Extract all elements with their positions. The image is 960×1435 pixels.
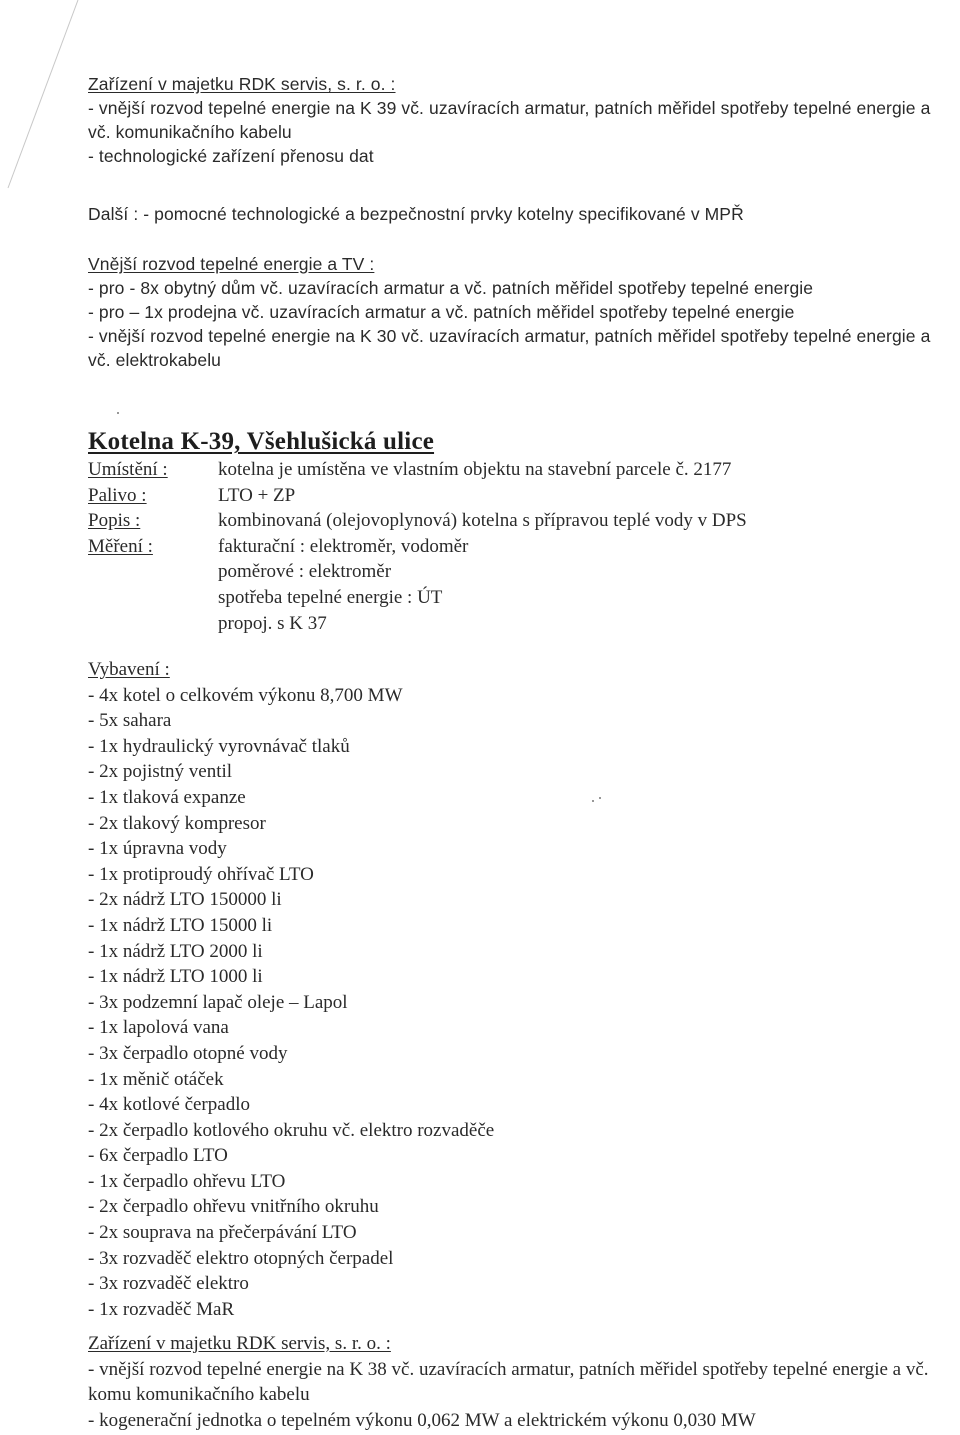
detail-label: Umístění : <box>88 459 168 480</box>
scan-speck <box>592 800 594 802</box>
detail-label: Palivo : <box>88 484 147 506</box>
boiler-details <box>88 457 747 636</box>
ownership-line: - vnější rozvod tepelné energie na K 39 vč. uzavíracích armatur, patních měřidel spotřeby tepelné energie a vč. komunikačního kabelu <box>88 98 931 142</box>
ownership-line: - technologické zařízení přenosu dat <box>88 146 374 166</box>
boiler-heading-wrap <box>88 428 434 456</box>
equipment-item: - 1x nádrž LTO 2000 li <box>88 940 263 962</box>
equipment-item: - 4x kotel o celkovém výkonu 8,700 MW <box>88 684 403 706</box>
scan-speck <box>117 412 119 414</box>
equipment-item: - 3x podzemní lapač oleje – Lapol <box>88 991 348 1013</box>
equipment-item: - 2x nádrž LTO 150000 li <box>88 889 282 911</box>
detail-row-palivo <box>88 483 747 509</box>
equipment-item: - 3x čerpadlo otopné vody <box>88 1042 288 1064</box>
equipment-item: - 1x úpravna vody <box>88 838 227 860</box>
external-distribution-line: - pro – 1x prodejna vč. uzavíracích armatur a vč. patních měřidel spotřeby tepelné energie <box>88 302 795 322</box>
detail-row-umisteni <box>88 457 747 483</box>
detail-value: LTO + ZP <box>218 484 296 506</box>
ownership-title-bottom: Zařízení v majetku RDK servis, s. r. o. : <box>88 1333 391 1354</box>
detail-label: Měření : <box>88 535 153 557</box>
equipment-item: - 1x lapolová vana <box>88 1017 229 1039</box>
equipment-item: - 1x tlaková expanze <box>88 786 246 808</box>
external-distribution-line: - vnější rozvod tepelné energie na K 30 vč. uzavíracích armatur, patních měřidel spotřeby tepelné energie a vč. elektrokabelu <box>88 326 931 370</box>
equipment-item: - 1x hydraulický vyrovnávač tlaků <box>88 735 350 757</box>
ownership-title-top: Zařízení v majetku RDK servis, s. r. o. : <box>88 74 396 94</box>
detail-value: kotelna je umístěna ve vlastním objektu na stavební parcele č. 2177 <box>218 459 732 480</box>
equipment-item: - 2x čerpadlo kotlového okruhu vč. elektro rozvaděče <box>88 1119 495 1141</box>
equipment-item: - 1x rozvaděč MaR <box>88 1298 235 1320</box>
external-distribution-line: - pro - 8x obytný dům vč. uzavíracích armatur a vč. patních měřidel spotřeby tepelné energie <box>88 278 814 298</box>
ownership-block-bottom <box>88 1331 958 1433</box>
equipment-item: - 2x tlakový kompresor <box>88 812 266 834</box>
equipment-item: - 1x nádrž LTO 1000 li <box>88 966 263 988</box>
equipment-title: Vybavení : <box>88 659 170 680</box>
equipment-item: - 1x protiproudý ohřívač LTO <box>88 863 314 885</box>
equipment-item: - 4x kotlové čerpadlo <box>88 1094 250 1116</box>
equipment-item: - 2x souprava na přečerpávání LTO <box>88 1222 357 1244</box>
boiler-heading: Kotelna K-39, Všehlušická ulice <box>88 428 435 455</box>
equipment-block <box>88 657 494 1322</box>
equipment-item: - 1x nádrž LTO 15000 li <box>88 914 273 936</box>
equipment-item: - 3x rozvaděč elektro otopných čerpadel <box>88 1247 394 1269</box>
ownership-line: - vnější rozvod tepelné energie na K 38 vč. uzavíracích armatur, patních měřidel spotřeby tepelné energie a vč. komu komunikačního kabelu <box>88 1358 929 1406</box>
ownership-line: - kogenerační jednotka o tepelném výkonu 0,062 MW a elektrickém výkonu 0,030 MW <box>88 1409 756 1431</box>
detail-value: poměrové : elektroměr <box>218 561 392 583</box>
equipment-list <box>88 683 494 1323</box>
detail-value: propoj. s K 37 <box>218 612 327 634</box>
detail-value: kombinovaná (olejovoplynová) kotelna s přípravou teplé vody v DPS <box>218 510 747 532</box>
detail-value: spotřeba tepelné energie : ÚT <box>218 586 443 608</box>
ownership-block-top <box>88 72 958 168</box>
equipment-item: - 2x čerpadlo ohřevu vnitřního okruhu <box>88 1196 379 1218</box>
external-distribution-block <box>88 252 958 372</box>
dalsi-line <box>88 202 744 226</box>
detail-row-popis <box>88 508 747 534</box>
equipment-item: - 3x rozvaděč elektro <box>88 1273 249 1295</box>
detail-value: fakturační : elektroměr, vodoměr <box>218 535 469 557</box>
scan-speck <box>599 797 601 799</box>
dalsi-text: Další : - pomocné technologické a bezpečnostní prvky kotelny specifikované v MPŘ <box>88 204 744 224</box>
equipment-item: - 5x sahara <box>88 710 172 732</box>
equipment-item: - 6x čerpadlo LTO <box>88 1145 228 1167</box>
detail-row-mereni <box>88 534 747 560</box>
external-distribution-title: Vnější rozvod tepelné energie a TV : <box>88 254 375 274</box>
equipment-item: - 2x pojistný ventil <box>88 761 233 783</box>
detail-label: Popis : <box>88 510 141 532</box>
equipment-item: - 1x měnič otáček <box>88 1068 224 1090</box>
equipment-item: - 1x čerpadlo ohřevu LTO <box>88 1170 286 1192</box>
